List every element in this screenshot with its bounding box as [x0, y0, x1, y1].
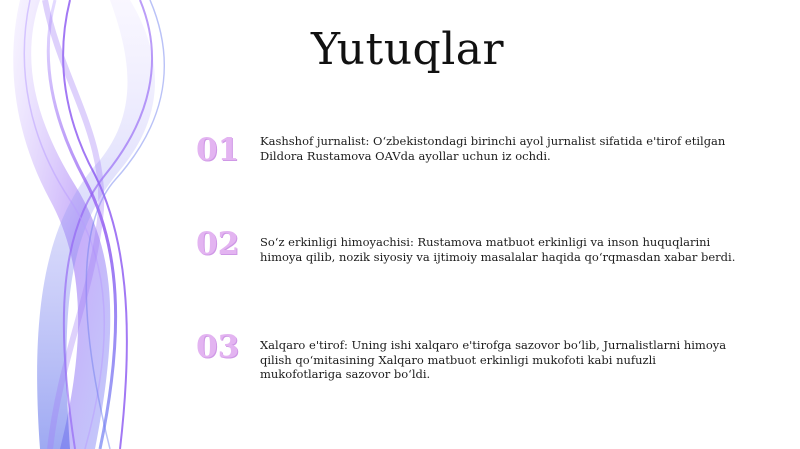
item-number: 01 — [196, 132, 240, 168]
item-text: Kashshof jurnalist: O‘zbekistondagi birinchi ayol jurnalist sifatida e'tirof etilgan Dildora Rustamova OAVda ayollar uchun iz ochdi. — [260, 134, 726, 163]
decorative-ribbon-image — [0, 0, 200, 449]
item-text: Xalqaro e'tirof: Uning ishi xalqaro e'tirofga sazovor bo‘lib, Jurnalistlarni himoya qilish qo‘mitasining Xalqaro matbuot erkinligi mukofoti kabi nufuzli mukofotlariga sazovor bo‘ldi. — [260, 338, 727, 381]
item-number: 02 — [196, 226, 240, 262]
achievement-item-2 — [196, 226, 756, 286]
item-number: 03 — [196, 329, 240, 365]
page-title: Yutuqlar — [310, 24, 505, 75]
achievement-item-3 — [196, 329, 756, 389]
item-text: So‘z erkinligi himoyachisi: Rustamova matbuot erkinligi va inson huquqlarini himoya qilib, nozik siyosiy va ijtimoiy masalalar haqida qo‘rqmasdan xabar berdi. — [260, 235, 736, 264]
achievement-item-1 — [196, 132, 756, 192]
